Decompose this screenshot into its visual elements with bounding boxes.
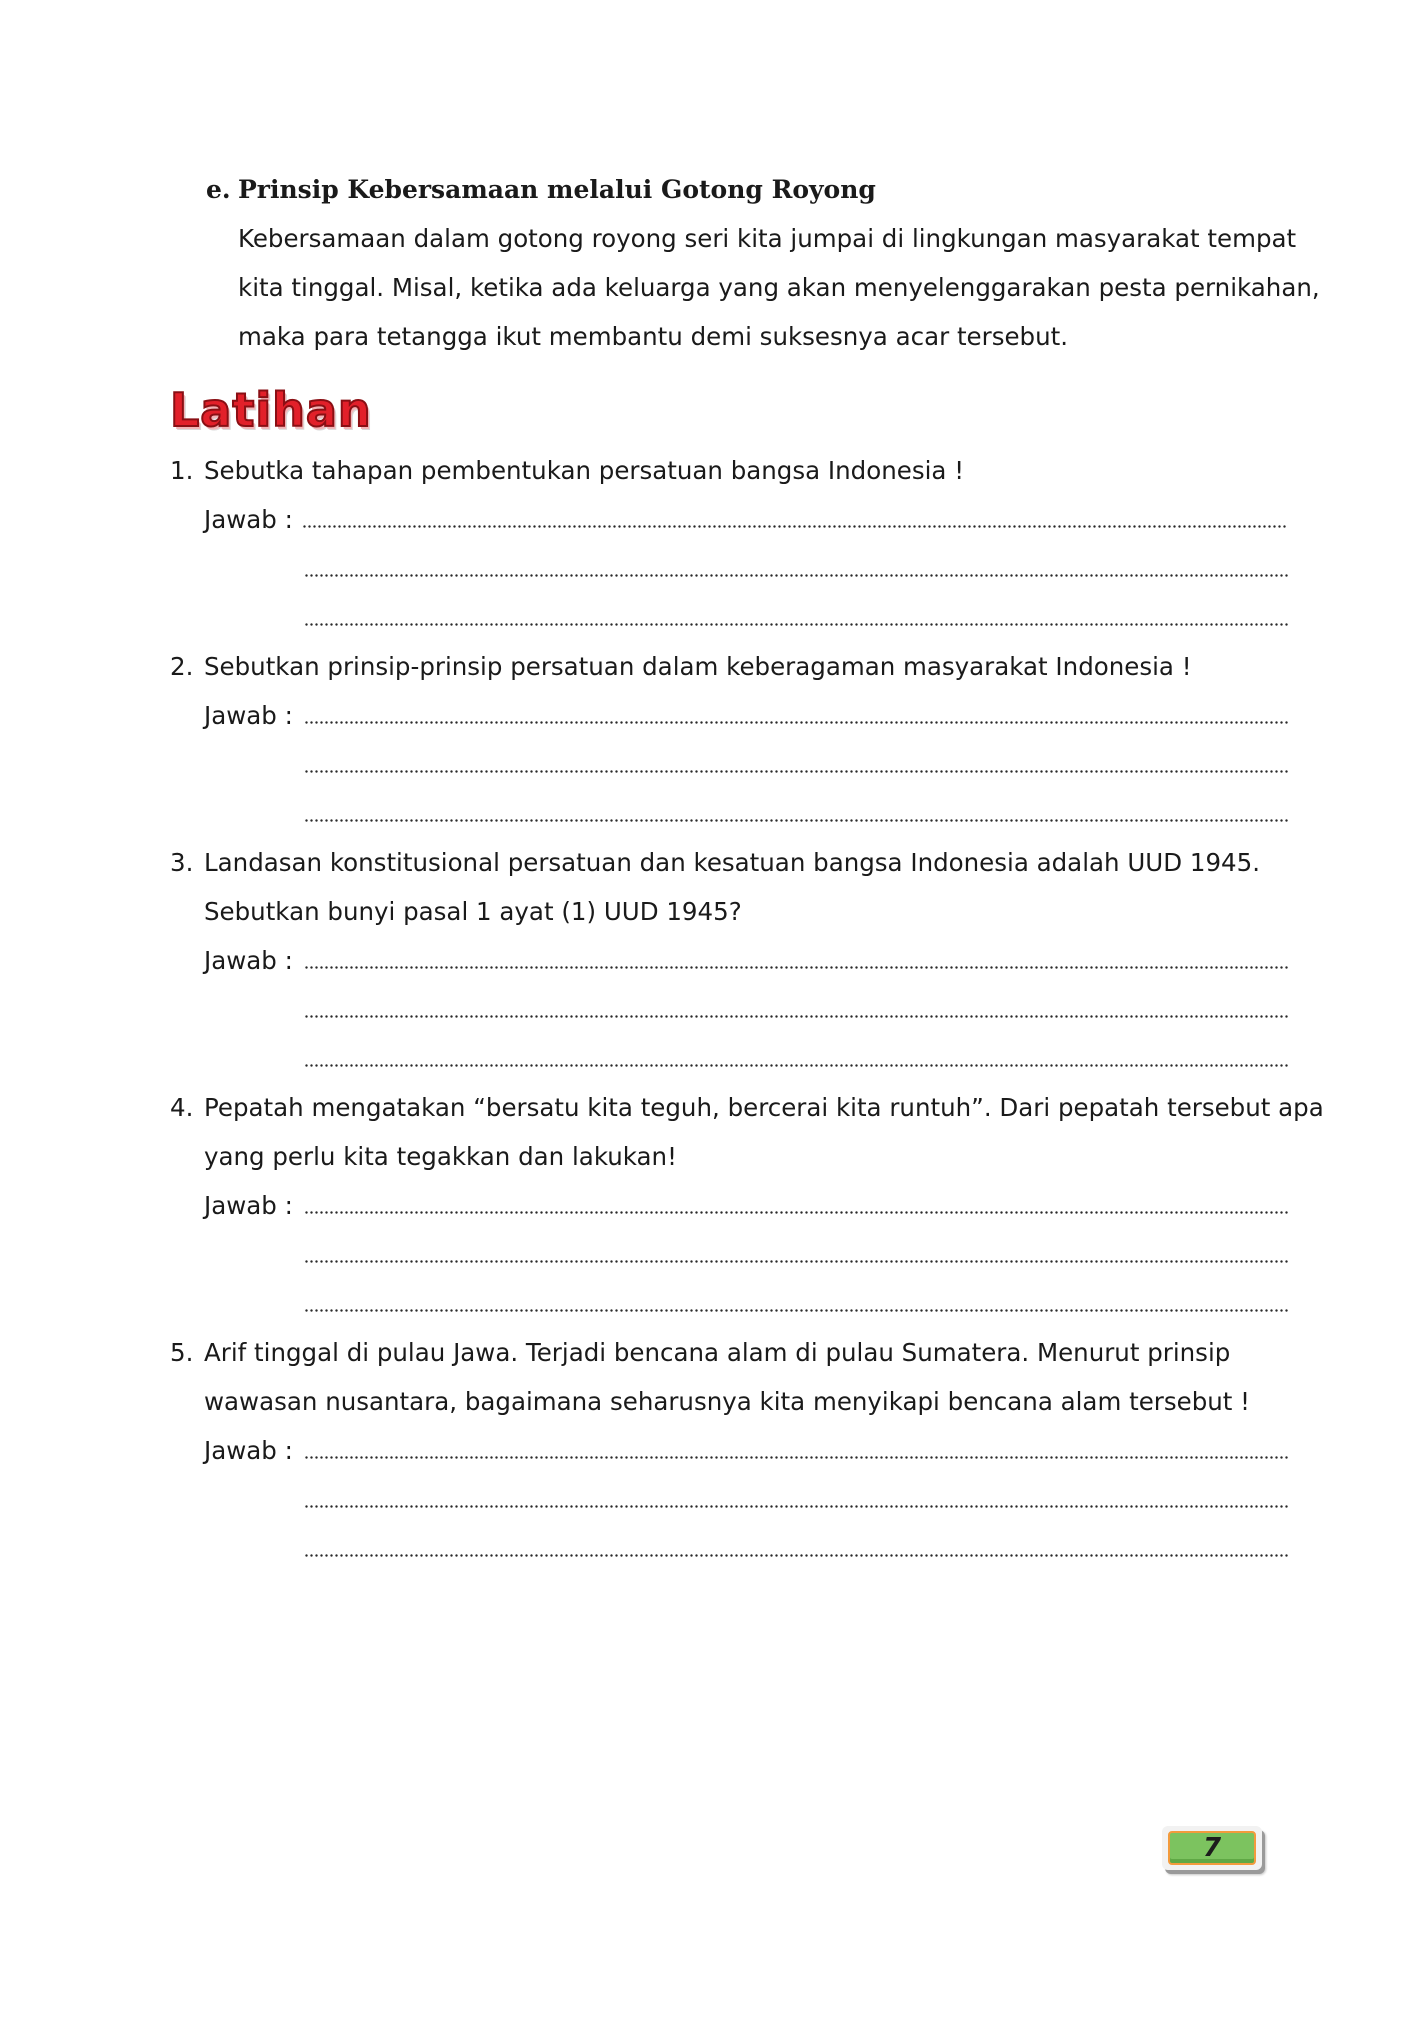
answer-dotted-line[interactable] [304, 770, 1290, 773]
question-line [170, 1377, 1290, 1426]
question-text: yang perlu kita tegakkan dan lakukan! [204, 1142, 677, 1171]
answer-line [170, 1279, 1290, 1328]
answer-dotted-line[interactable] [304, 574, 1290, 577]
question-text: wawasan nusantara, bagaimana seharusnya kita menyikapi bencana alam tersebut ! [204, 1387, 1250, 1416]
latihan-heading: Latihan [170, 383, 372, 437]
answer-label: Jawab : [204, 946, 293, 975]
question-line [170, 642, 1290, 691]
answer-dotted-line[interactable] [304, 966, 1290, 969]
answer-line [170, 1475, 1290, 1524]
answer-dotted-line[interactable] [304, 1456, 1290, 1459]
question-number: 5. [170, 1338, 194, 1367]
answer-line [170, 1181, 1290, 1230]
question-text: Sebutkan prinsip-prinsip persatuan dalam keberagaman masyarakat Indonesia ! [204, 652, 1192, 681]
answer-dotted-line[interactable] [304, 1554, 1290, 1557]
answer-line [170, 789, 1290, 838]
answer-line [170, 1034, 1290, 1083]
answer-line [170, 593, 1290, 642]
answer-dotted-line[interactable] [304, 1015, 1290, 1018]
question-5 [170, 1328, 1290, 1573]
section-e [206, 166, 1320, 361]
section-e-heading [206, 166, 1286, 214]
question-4 [170, 1083, 1324, 1328]
paragraph-line: kita tinggal. Misal, ketika ada keluarga yang akan menyelenggarakan pesta pernikahan, [238, 273, 1320, 302]
answer-dotted-line[interactable] [304, 1260, 1290, 1263]
answer-label: Jawab : [204, 1191, 293, 1220]
answer-line [170, 1426, 1290, 1475]
question-number: 4. [170, 1093, 194, 1122]
answer-line [170, 495, 1290, 544]
page-number-badge [1162, 1826, 1262, 1870]
question-line [170, 1328, 1290, 1377]
question-text: Pepatah mengatakan “bersatu kita teguh, bercerai kita runtuh”. Dari pepatah tersebut apa [204, 1093, 1324, 1122]
answer-label: Jawab : [204, 505, 293, 534]
question-line [170, 887, 1290, 936]
section-e-paragraph [238, 214, 1320, 361]
answer-line [170, 1524, 1290, 1573]
answer-line [170, 1230, 1290, 1279]
question-text: Landasan konstitusional persatuan dan kesatuan bangsa Indonesia adalah UUD 1945. [204, 848, 1260, 877]
question-line [170, 1132, 1290, 1181]
answer-dotted-line[interactable] [304, 721, 1290, 724]
answer-label: Jawab : [204, 1436, 293, 1465]
question-list [170, 446, 1324, 1573]
answer-dotted-line[interactable] [302, 525, 1288, 528]
answer-dotted-line[interactable] [304, 1309, 1290, 1312]
page-number: 7 [1168, 1831, 1256, 1865]
answer-label: Jawab : [204, 701, 293, 730]
answer-line [170, 691, 1290, 740]
question-line [170, 838, 1290, 887]
paragraph-line: Kebersamaan dalam gotong royong seri kita jumpai di lingkungan masyarakat tempat [238, 224, 1297, 253]
question-text: Arif tinggal di pulau Jawa. Terjadi bencana alam di pulau Sumatera. Menurut prinsip [204, 1338, 1231, 1367]
paragraph-line: maka para tetangga ikut membantu demi suksesnya acar tersebut. [238, 322, 1069, 351]
question-2 [170, 642, 1290, 838]
answer-line [170, 740, 1290, 789]
question-1 [170, 446, 1290, 642]
question-text: Sebutka tahapan pembentukan persatuan bangsa Indonesia ! [204, 456, 965, 485]
answer-line [170, 985, 1290, 1034]
section-e-letter: e. [206, 175, 231, 204]
question-text: Sebutkan bunyi pasal 1 ayat (1) UUD 1945? [204, 897, 742, 926]
answer-dotted-line[interactable] [304, 1505, 1290, 1508]
answer-dotted-line[interactable] [304, 1211, 1290, 1214]
question-line [170, 446, 1290, 495]
question-3 [170, 838, 1290, 1083]
answer-dotted-line[interactable] [304, 819, 1290, 822]
answer-dotted-line[interactable] [304, 623, 1290, 626]
answer-line [170, 936, 1290, 985]
answer-dotted-line[interactable] [304, 1064, 1290, 1067]
question-number: 2. [170, 652, 194, 681]
question-number: 3. [170, 848, 194, 877]
question-line [170, 1083, 1324, 1132]
section-e-title: Prinsip Kebersamaan melalui Gotong Royong [238, 175, 876, 204]
answer-line [170, 544, 1290, 593]
question-number: 1. [170, 456, 194, 485]
